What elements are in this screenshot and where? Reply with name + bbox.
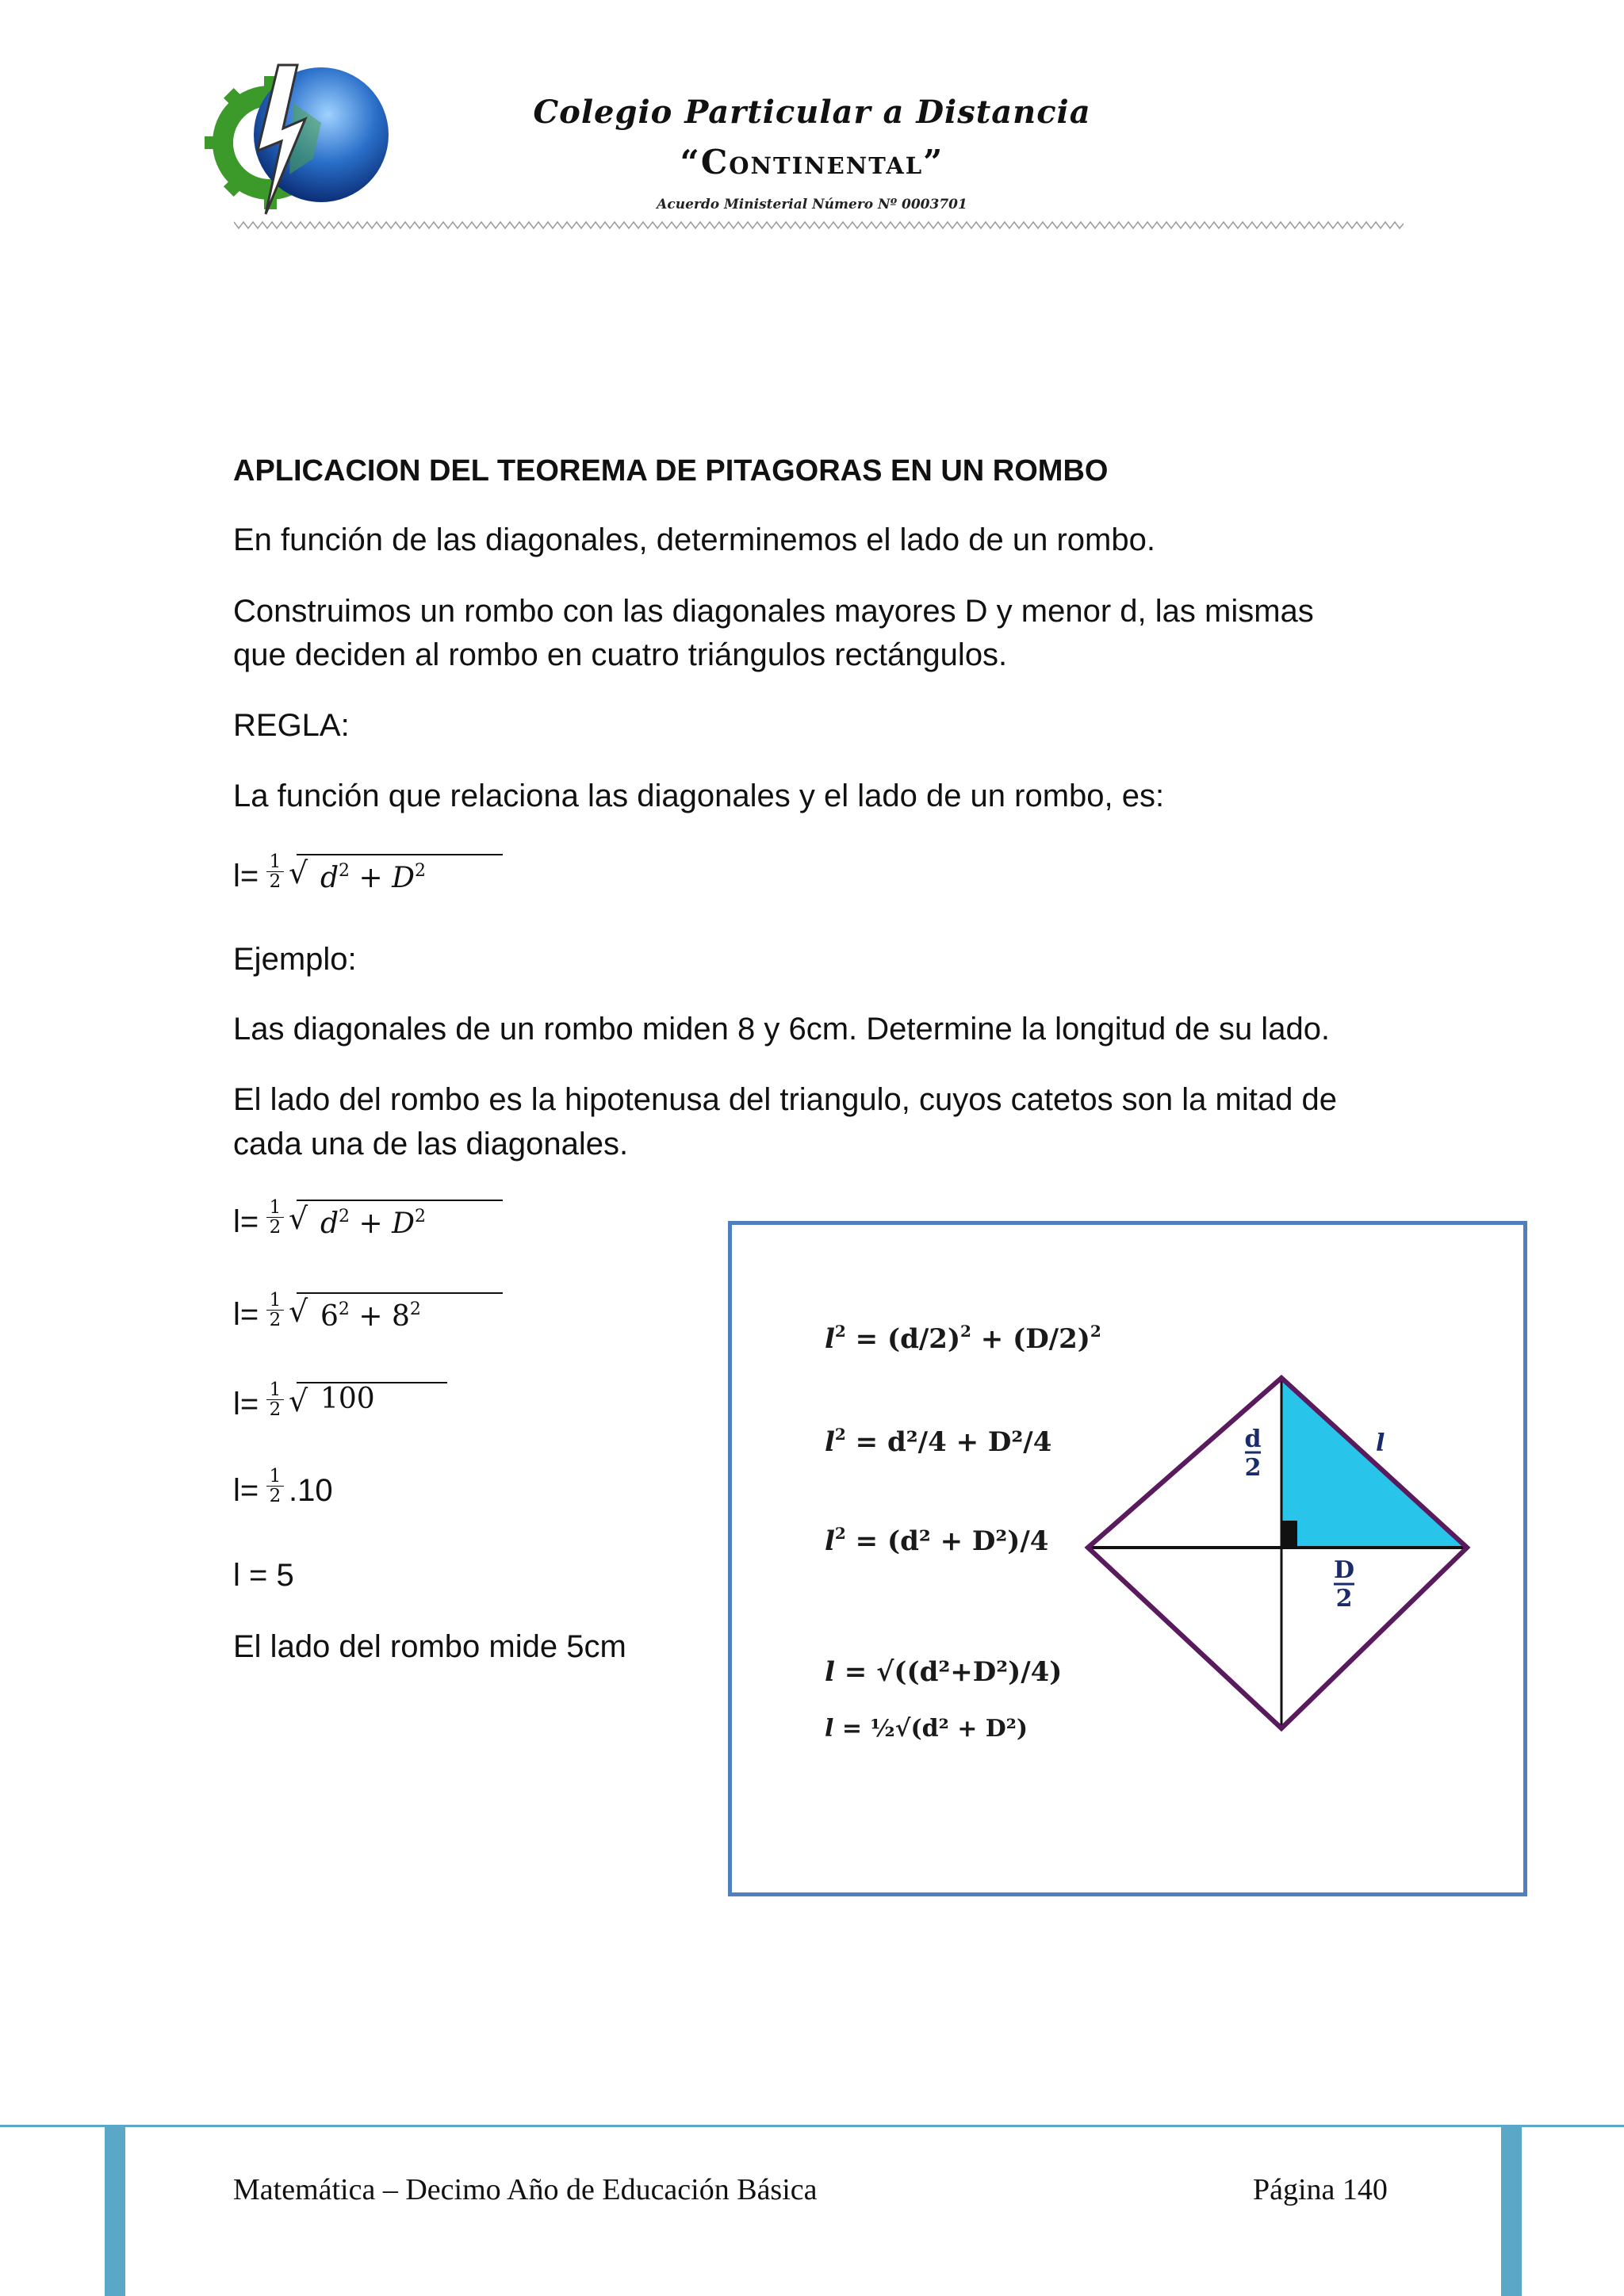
sqrt-sign: √	[289, 855, 308, 890]
half-fraction: $\frac{1}{2}$	[266, 852, 284, 891]
rhombus-figure	[753, 1253, 1499, 1823]
fig-eq3: $l^2 = (d^2 + D^2)/4$	[825, 1524, 1049, 1557]
result-equation: l = 5	[233, 1558, 294, 1593]
fig-eq4: l = √((d²+D²)/4)	[825, 1656, 1063, 1688]
label-D-half: D 2	[1333, 1556, 1355, 1613]
header-decorative-rule	[234, 219, 1404, 236]
footer-left-bar	[105, 2127, 125, 2296]
right-angle-mark	[1281, 1521, 1297, 1548]
explain-line-2: cada una de las diagonales.	[233, 1127, 629, 1161]
rhombus-outline	[1088, 1378, 1467, 1728]
rule-formula	[233, 851, 519, 906]
step-4-formula: l= $\frac{1}{2}$ .10	[233, 1466, 333, 1508]
example-text: Las diagonales de un rombo miden 8 y 6cm. Determine la longitud de su lado.	[233, 1012, 1331, 1047]
fig-eq5: l = ½√(d² + D²)	[825, 1715, 1028, 1743]
radicand: $d^2 + D^2$	[297, 854, 503, 894]
label-d-half: d 2	[1244, 1425, 1262, 1482]
construct-line-2: que deciden al rombo en cuatro triángulos rectángulos.	[233, 637, 1008, 672]
school-brand: “Continental”	[680, 143, 944, 182]
fig-eq1: $l^2 = (d/2)^2 + (D/2)^2$	[825, 1322, 1101, 1355]
rule-text: La función que relaciona las diagonales y el lado de un rombo, es:	[233, 779, 1165, 813]
explain-line-1: El lado del rombo es la hipotenusa del triangulo, cuyos catetos son la mitad de	[233, 1082, 1337, 1117]
intro-paragraph: En función de las diagonales, determinemos el lado de un rombo.	[233, 522, 1155, 557]
fig-eq2: $l^2 = d^2/4 + D^2/4$	[825, 1425, 1052, 1458]
conclusion: El lado del rombo mide 5cm	[233, 1629, 626, 1664]
section-title: APLICACION DEL TEOREMA DE PITAGORAS EN UN ROMBO	[233, 454, 1109, 488]
footer-subject: Matemática – Decimo Año de Educación Básica	[233, 2173, 818, 2206]
school-name: Colegio Particular a Distancia	[533, 94, 1091, 131]
step-2-formula: l= $\frac{1}{2}$ √ $6^2 + 8^2$	[233, 1297, 519, 1345]
footer-rule	[0, 2125, 1624, 2127]
example-label: Ejemplo:	[233, 942, 357, 977]
step-3-formula: l= $\frac{1}{2}$ √ 100	[233, 1387, 519, 1434]
step-1-formula: l= $\frac{1}{2}$ √ $d^2 + D^2$	[233, 1204, 519, 1252]
formula-lhs: l=	[233, 859, 259, 894]
page-number: Página 140	[1253, 2173, 1388, 2206]
agreement-number: Acuerdo Ministerial Número Nº 0003701	[657, 197, 967, 212]
construct-line-1: Construimos un rombo con las diagonales mayores D y menor d, las mismas	[233, 594, 1314, 629]
label-l: l	[1376, 1429, 1385, 1457]
rule-label: REGLA:	[233, 708, 350, 743]
footer-right-bar	[1501, 2127, 1522, 2296]
